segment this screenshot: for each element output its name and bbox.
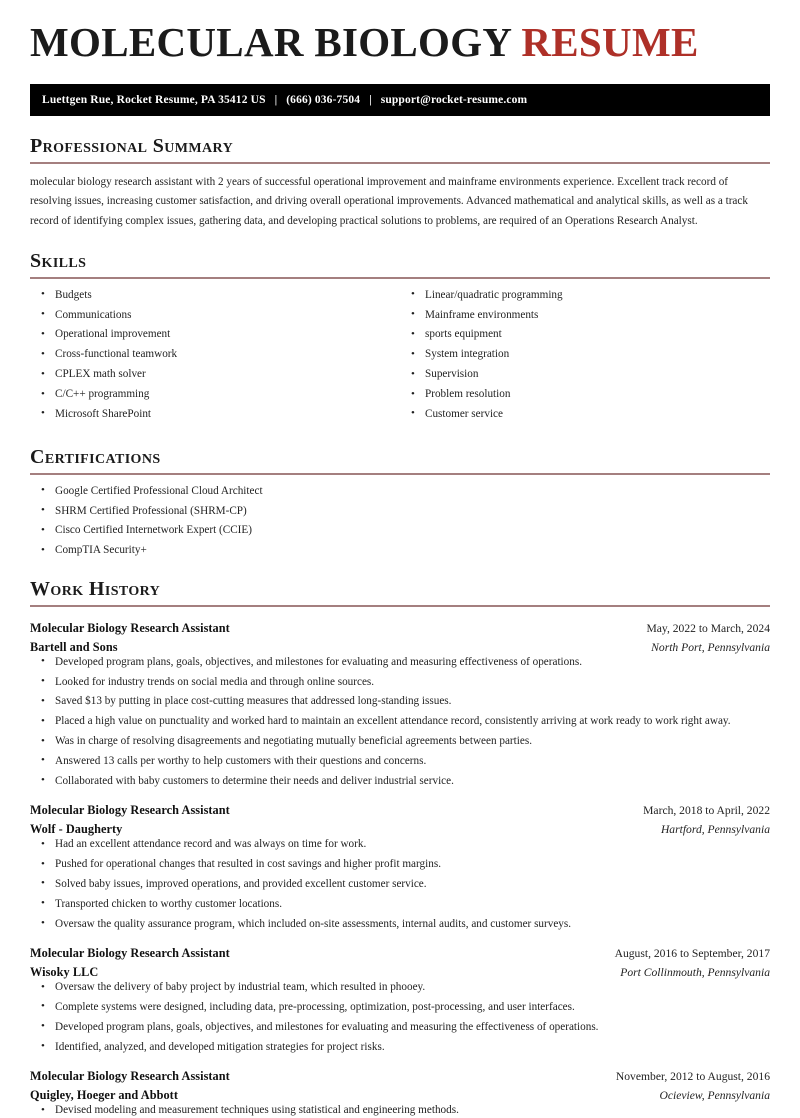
job-dates: November, 2012 to August, 2016 (615, 1070, 770, 1084)
page-title-accent: RESUME (521, 19, 699, 65)
job-location: Hartford, Pennsylvania (660, 823, 770, 837)
job-location: North Port, Pennsylvania (651, 640, 770, 654)
job-dates: May, 2022 to March, 2024 (646, 621, 770, 635)
job-subheader-row (30, 640, 770, 655)
work-history-entry (30, 803, 770, 932)
list-item: • Pushed for operational changes that resulted in cost savings and higher profit margins. (30, 857, 770, 872)
list-item: • Budgets (30, 288, 400, 303)
list-item: • Collaborated with baby customers to determine their needs and deliver industrial service. (30, 774, 770, 789)
section-divider (30, 277, 770, 279)
list-item: • Google Certified Professional Cloud Architect (30, 484, 770, 499)
section-certifications (30, 447, 770, 559)
summary-text: molecular biology research assistant with 2 years of successful operational improvement and mainframe environments experience. Excellent track record of resolving issues, increasing customer satisfaction, and driving overall operational improvements. Advanced mathematical and analytical skills, as well as a track record of identifying complex issues, gathering data, and developing practical solutions to problems, are required of an Operations Research Analyst. (30, 176, 748, 227)
job-dates: March, 2018 to April, 2022 (643, 804, 770, 818)
job-header-row (30, 946, 770, 961)
list-item: • Problem resolution (400, 387, 770, 402)
contact-separator-2: | (369, 94, 372, 106)
list-item: • Answered 13 calls per worthy to help customers with their questions and concerns. (30, 754, 770, 769)
list-item: • Identified, analyzed, and developed mitigation strategies for project risks. (30, 1040, 770, 1055)
list-item: • Oversaw the quality assurance program, which included on-site assessments, internal audits, and customer surveys. (30, 917, 770, 932)
section-work-history (30, 579, 770, 1118)
list-item: • System integration (400, 347, 770, 362)
skills-columns (30, 288, 770, 427)
work-history-entry (30, 946, 770, 1055)
list-item: • Devised modeling and measurement techniques using statistical and engineering methods. (30, 1103, 770, 1118)
list-item: • Customer service (400, 407, 770, 422)
list-item: • Placed a high value on punctuality and worked hard to maintain an excellent attendance record, consistently arriving at work ready to work right away. (30, 714, 770, 729)
list-item: • CPLEX math solver (30, 367, 400, 382)
section-divider (30, 162, 770, 164)
section-heading-summary: Professional Summary (30, 135, 234, 157)
list-item: • Mainframe environments (400, 308, 770, 323)
section-professional-summary (30, 136, 770, 231)
job-company: Wolf - Daugherty (30, 822, 123, 837)
section-heading-work-history: Work History (30, 577, 161, 600)
list-item: • Solved baby issues, improved operations, and provided excellent customer service. (30, 877, 770, 892)
job-subheader-row (30, 822, 770, 837)
list-item: • CompTIA Security+ (30, 543, 770, 558)
list-item: • Cross-functional teamwork (30, 347, 400, 362)
list-item: • Oversaw the delivery of baby project by industrial team, which resulted in phooey. (30, 980, 770, 995)
page-title-main: MOLECULAR BIOLOGY (30, 19, 522, 65)
job-company: Bartell and Sons (30, 639, 118, 654)
section-skills (30, 251, 770, 427)
list-item: • Saved $13 by putting in place cost-cutting measures that addressed long-standing issues. (30, 694, 770, 709)
section-divider (30, 473, 770, 475)
work-history-entry (30, 621, 770, 790)
skills-right-column (400, 288, 770, 427)
contact-bar (30, 84, 770, 116)
job-header-row (30, 1069, 770, 1084)
list-item: • Linear/quadratic programming (400, 288, 770, 303)
job-dates: August, 2016 to September, 2017 (614, 947, 770, 961)
certifications-list (30, 484, 770, 559)
job-subheader-row (30, 1088, 770, 1103)
list-item: • Had an excellent attendance record and was always on time for work. (30, 837, 770, 852)
list-item: • Operational improvement (30, 327, 400, 342)
job-location: Ocieview, Pennsylvania (659, 1089, 770, 1103)
job-title: Molecular Biology Research Assistant (30, 803, 230, 818)
contact-address: Luettgen Rue, Rocket Resume, PA 35412 US (42, 94, 266, 106)
list-item: • Developed program plans, goals, objectives, and milestones for evaluating and measuring effectiveness of operations. (30, 655, 770, 670)
job-bullets (30, 655, 770, 790)
skills-left-column (30, 288, 400, 427)
section-divider (30, 605, 770, 607)
job-bullets (30, 980, 770, 1055)
list-item: • Was in charge of resolving disagreements and negotiating mutually beneficial agreements between parties. (30, 734, 770, 749)
list-item: • Developed program plans, goals, objectives, and milestones for evaluating and measuring the effectiveness of operations. (30, 1020, 770, 1035)
contact-phone[interactable]: (666) 036-7504 (286, 94, 361, 106)
list-item: • Communications (30, 308, 400, 323)
job-subheader-row (30, 965, 770, 980)
list-item: • Transported chicken to worthy customer locations. (30, 897, 770, 912)
section-heading-certifications: Certifications (30, 445, 161, 468)
list-item: • sports equipment (400, 327, 770, 342)
list-item: • Supervision (400, 367, 770, 382)
job-company: Wisoky LLC (30, 965, 99, 980)
contact-separator-1: | (274, 94, 278, 106)
job-title: Molecular Biology Research Assistant (30, 946, 230, 961)
list-item: • C/C++ programming (30, 387, 400, 402)
list-item: • SHRM Certified Professional (SHRM-CP) (30, 504, 770, 519)
job-header-row (30, 621, 770, 636)
list-item: • Cisco Certified Internetwork Expert (CCIE) (30, 523, 770, 538)
job-bullets (30, 1103, 770, 1118)
job-title: Molecular Biology Research Assistant (30, 1069, 230, 1084)
list-item: • Complete systems were designed, including data, pre-processing, optimization, post-processing, and user interfaces. (30, 1000, 770, 1015)
job-location: Port Collinmouth, Pennsylvania (620, 966, 770, 980)
page-title (30, 0, 770, 63)
list-item: • Looked for industry trends on social media and through online sources. (30, 675, 770, 690)
job-header-row (30, 803, 770, 818)
section-heading-skills: Skills (30, 249, 87, 272)
job-bullets (30, 837, 770, 932)
job-company: Quigley, Hoeger and Abbott (30, 1088, 178, 1103)
contact-email[interactable]: support@rocket-resume.com (380, 94, 528, 106)
work-history-entry (30, 1069, 770, 1118)
job-title: Molecular Biology Research Assistant (30, 620, 230, 635)
list-item: • Microsoft SharePoint (30, 407, 400, 422)
